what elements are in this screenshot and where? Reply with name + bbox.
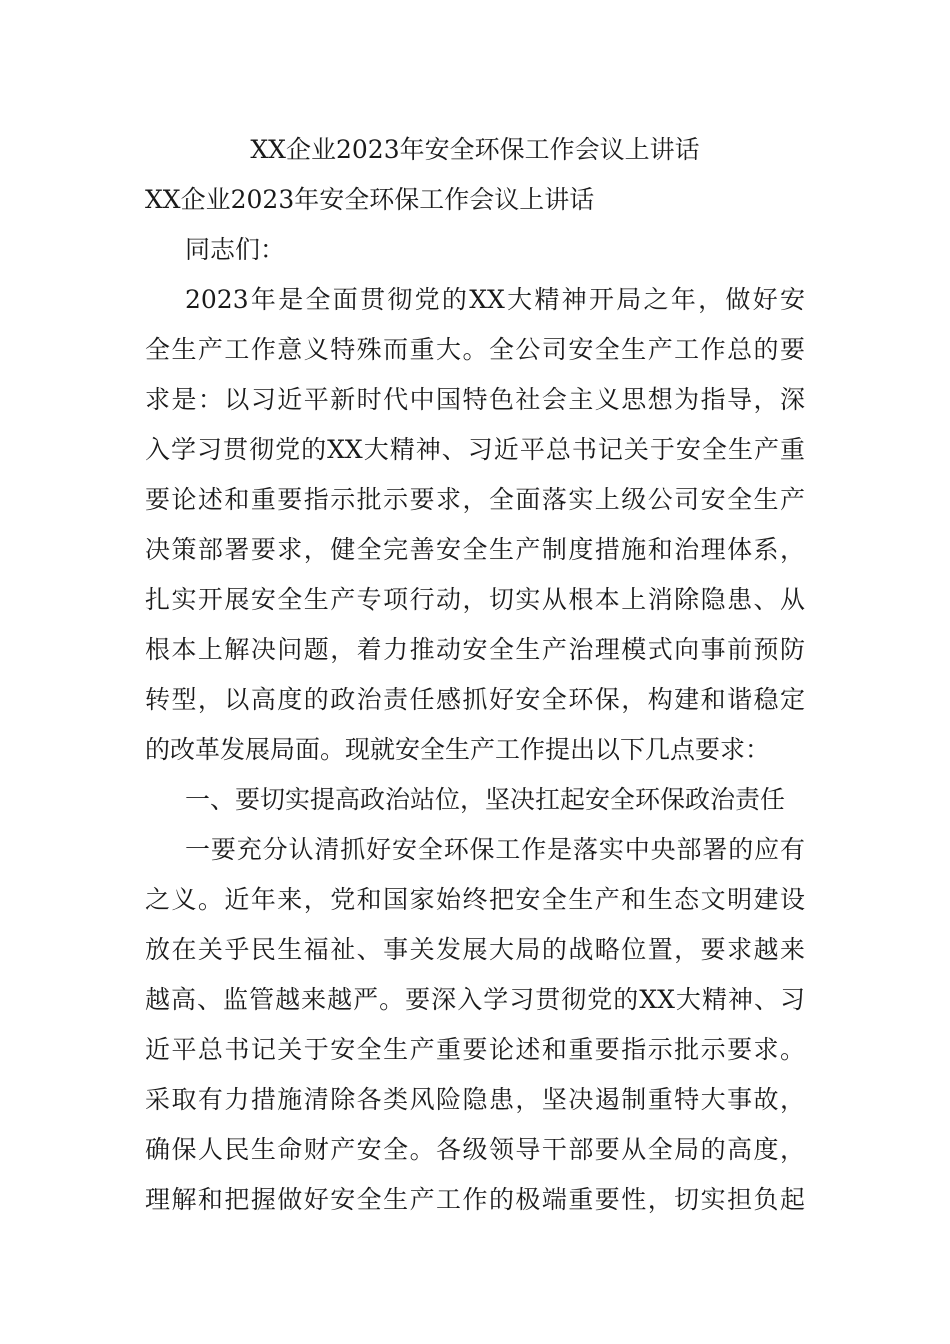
paragraph-line: 转型，以高度的政治责任感抓好安全环保，构建和谐稳定: [145, 685, 805, 714]
paragraph-line: 全生产工作意义特殊而重大。全公司安全生产工作总的要: [145, 335, 805, 364]
paragraph-line: 决策部署要求，健全完善安全生产制度措施和治理体系，: [145, 535, 805, 564]
paragraph-line: 采取有力措施清除各类风险隐患，坚决遏制重特大事故，: [145, 1085, 805, 1114]
paragraph-line: 要论述和重要指示批示要求，全面落实上级公司安全生产: [145, 485, 805, 514]
paragraph-line: 近平总书记关于安全生产重要论述和重要指示批示要求。: [145, 1035, 805, 1064]
paragraph-line: 扎实开展安全生产专项行动，切实从根本上消除隐患、从: [145, 585, 805, 614]
paragraph-line: 理解和把握做好安全生产工作的极端重要性，切实担负起: [145, 1185, 805, 1214]
paragraph-line: 越高、监管越来越严。要深入学习贯彻党的XX大精神、习: [145, 985, 805, 1014]
section-heading: 一、要切实提高政治站位，坚决扛起安全环保政治责任: [185, 785, 786, 814]
document-title: XX企业2023年安全环保工作会议上讲话: [250, 135, 700, 164]
paragraph-line: 放在关乎民生福祉、事关发展大局的战略位置，要求越来: [145, 935, 805, 964]
document-subtitle: XX企业2023年安全环保工作会议上讲话: [145, 185, 595, 214]
paragraph-line: 确保人民生命财产安全。各级领导干部要从全局的高度，: [145, 1135, 805, 1164]
paragraph-line: 2023年是全面贯彻党的XX大精神开局之年，做好安: [185, 285, 805, 314]
paragraph-line: 根本上解决问题，着力推动安全生产治理模式向事前预防: [145, 635, 805, 664]
paragraph-line: 入学习贯彻党的XX大精神、习近平总书记关于安全生产重: [145, 435, 805, 464]
paragraph-line: 一要充分认清抓好安全环保工作是落实中央部署的应有: [185, 835, 805, 864]
paragraph-line: 求是：以习近平新时代中国特色社会主义思想为指导，深: [145, 385, 805, 414]
salutation: 同志们：: [185, 235, 286, 264]
paragraph-line: 之义。近年来，党和国家始终把安全生产和生态文明建设: [145, 885, 805, 914]
paragraph-line: 的改革发展局面。现就安全生产工作提出以下几点要求：: [145, 735, 771, 764]
